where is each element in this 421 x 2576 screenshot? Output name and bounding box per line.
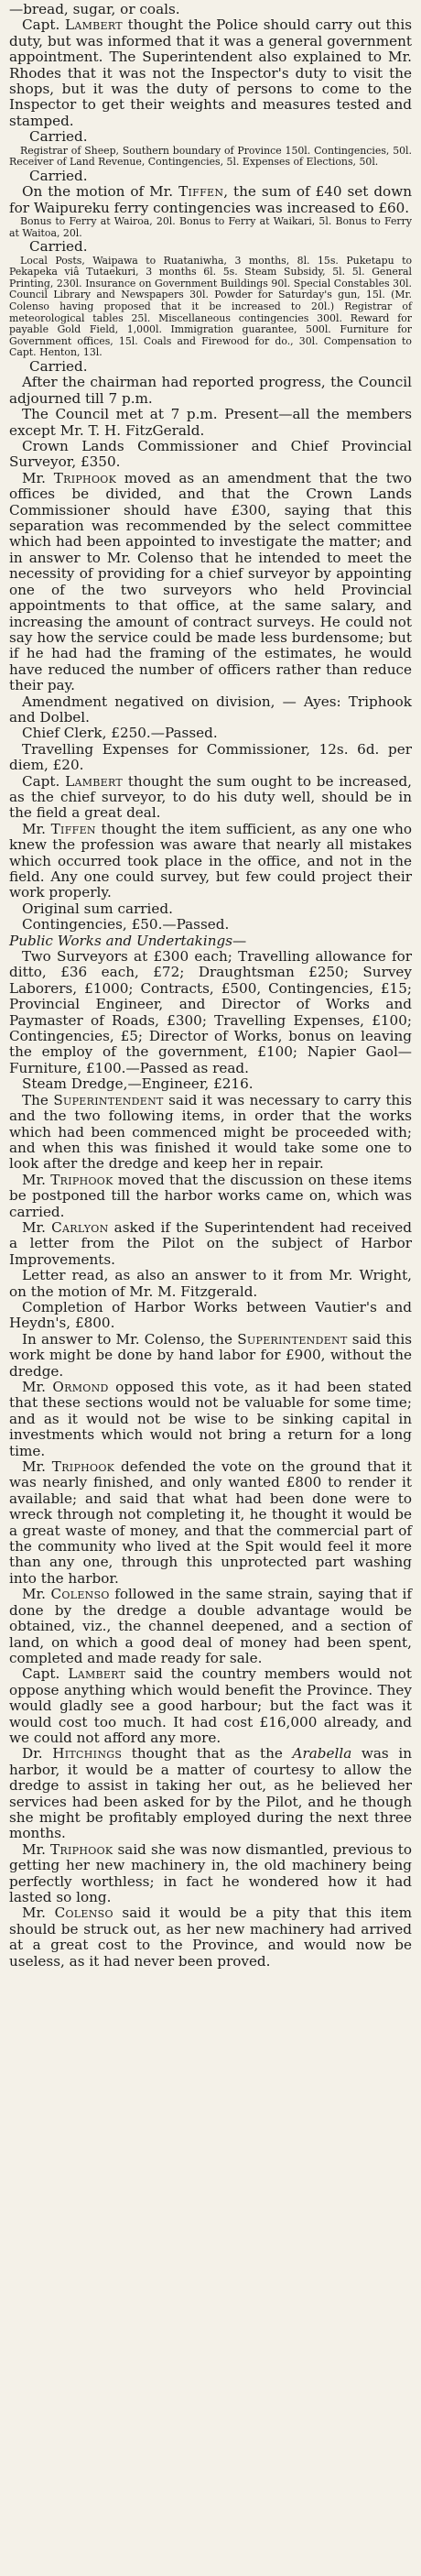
speaker-name: Triphook bbox=[50, 1171, 113, 1188]
text-run: Amendment negatived on division, — Ayes: Triphook and Dolbel. bbox=[9, 693, 412, 726]
paragraph bbox=[9, 1220, 412, 1268]
text-run: Capt. bbox=[22, 16, 65, 34]
paragraph bbox=[9, 1093, 412, 1173]
text-run: moved that the discussion on these items be postponed till the harbor works came on, which was carried. bbox=[9, 1171, 412, 1220]
text-run: Capt. bbox=[22, 1665, 69, 1683]
paragraph bbox=[9, 375, 412, 407]
text-run: thought the sum ought to be increased, as the chief surveyor, to do his duty well, should be in the field a great deal. bbox=[9, 772, 413, 822]
speaker-name: Hitchings bbox=[52, 1745, 123, 1763]
paragraph bbox=[9, 933, 412, 949]
text-run: defended the vote on the ground that it was nearly finished, and only wanted £800 to render it available; and said that what had been done were to wreck through not completing it, he thought it would be a great waste of money, and that the commercial part of the community who lived at the Spit would feel it more than any one, through this unprotected part washing into the harbor. bbox=[9, 1458, 413, 1587]
text-run: Local Posts, Waipawa to Ruataniwha, 3 months, 8l. 15s. Puketapu to Pekapeka viâ Tutaekuri, 3 months 6l. 5s. Steam Subsidy, 5l. 5l. General Printing, 230l. Insurance on Government Buildings 90l. Special Constables 30l. Council Library and Newspapers 30l. Powder for Saturday's gun, 15l. (Mr. Colenso having proposed that it be increased to 20l.) Registrar of meteorological tables 25l. Miscellaneous contingencies 300l. Reward for payable Gold Field, 1,000l. Immigration guarantee, 500l. Furniture for Government offices, 15l. Coals and Firewood for do., 30l. Compensation to Capt. Henton, 13l. bbox=[9, 254, 412, 359]
paragraph bbox=[9, 256, 412, 359]
text-run: The bbox=[22, 1091, 54, 1108]
paragraph bbox=[9, 1587, 412, 1666]
text-run: Carried. bbox=[29, 128, 88, 146]
speaker-name: Triphook bbox=[50, 1840, 113, 1858]
text-run: thought that as the bbox=[122, 1745, 293, 1763]
text-run: thought the item sufficient, as any one who knew the profession was aware that nearly all mistakes which occurred took place in the office, and not in the field. Any one could survey, but few could project their work properly. bbox=[9, 820, 413, 901]
text-run: Mr. bbox=[22, 820, 51, 837]
text-run: , the sum of £40 set down for Waipureku ferry contingencies was increased to £60. bbox=[9, 183, 412, 216]
text-run: said it would be a pity that this item should be struck out, as her new machinery had arrived at a great cost to the Province, and would now be useless, as it had never been proved. bbox=[9, 1905, 412, 1970]
paragraph bbox=[9, 439, 412, 471]
paragraph bbox=[9, 216, 412, 239]
paragraph bbox=[9, 1332, 412, 1380]
text-run: Contingencies, £50.—Passed. bbox=[22, 916, 230, 933]
speaker-name: Tiffen bbox=[178, 183, 224, 201]
paragraph bbox=[9, 822, 412, 901]
text-run: On the motion of Mr. bbox=[22, 183, 179, 201]
speaker-name: Lambert bbox=[64, 16, 123, 34]
speaker-name: Colenso bbox=[54, 1905, 113, 1922]
text-run: Bonus to Ferry at Wairoa, 20l. Bonus to Ferry at Waikari, 5l. Bonus to Ferry at Waitoa, 20l. bbox=[9, 215, 412, 239]
speaker-name: Superintendent bbox=[237, 1330, 348, 1348]
paragraph bbox=[9, 407, 412, 439]
text-run: Mr. bbox=[22, 1218, 52, 1236]
text-run: said it was necessary to carry this and the two following items, in order that the works which had been commenced might be proceeded with; and when this was finished it would take some one to look after the dredge and keep her in repair. bbox=[9, 1091, 412, 1173]
paragraph bbox=[9, 949, 412, 1076]
paragraph bbox=[9, 1380, 412, 1459]
text-run: followed in the same strain, saying that if done by the dredge a double advantage would be obtained, viz., the channel deepened, and a section of land, on which a good deal of money had been spent, completed and made ready for sale. bbox=[9, 1586, 412, 1666]
text-run: Original sum carried. bbox=[22, 900, 173, 917]
text-run: said she was now dismantled, previous to getting her new machinery in, the old machinery being perfectly worthless; in fact he wondered how it had lasted so long. bbox=[9, 1840, 412, 1905]
text-run: Mr. bbox=[22, 1840, 51, 1858]
paragraph bbox=[9, 146, 412, 169]
text-run: Travelling Expenses for Commissioner, 12s. 6d. per diem, £20. bbox=[9, 740, 412, 774]
text-run: was in harbor, it would be a matter of courtesy to allow the dredge to assist in taking her out, as he believed her services had been asked for by the Pilot, and he though she might be profitably employed during the next three months. bbox=[9, 1745, 412, 1842]
speaker-name: Lambert bbox=[65, 772, 124, 790]
speaker-name: Ormond bbox=[52, 1379, 109, 1395]
paragraph bbox=[9, 1746, 412, 1841]
text-run: thought the Police should carry out this duty, but was informed that it was a general government appointment. The Superintendent also explained to Mr. Rhodes that it was not the Inspector's duty to visit the shops, but it was the duty of persons to come to the Inspector to get their weights and measures tested and stamped. bbox=[9, 16, 413, 129]
text-run: Capt. bbox=[22, 772, 66, 790]
text-run: Steam Dredge,—Engineer, £216. bbox=[22, 1075, 254, 1093]
text-run: In answer to Mr. Colenso, the bbox=[22, 1330, 238, 1348]
text-run: asked if the Superintendent had received a letter from the Pilot on the subject of Harbor Improvements. bbox=[9, 1218, 412, 1268]
text-run: said this work might be done by hand labor for £900, without the dredge. bbox=[9, 1330, 412, 1380]
text-run: Mr. bbox=[22, 1905, 55, 1922]
text-run: Mr. bbox=[22, 469, 54, 486]
text-run: Letter read, as also an answer to it from Mr. Wright, on the motion of Mr. M. Fitzgerald. bbox=[9, 1267, 412, 1300]
text-run: said the country members would not oppose anything which would benefit the Province. They would gladly see a good harbour; but the fact was it would cost too much. It had cost £16,000 already, and we could not afford any more. bbox=[9, 1665, 412, 1746]
text-run: moved as an amendment that the two offices be divided, and that the Crown Lands Commissioner should have £300, saying that this separation was recommended by the select committee which had been appointed to investigate the matter; and in answer to Mr. Colenso that he intended to meet the necessity of providing for a chief surveyor by appointing one of the two surveyors who held Provincial appointments to that office, at the same salary, and increasing the amount of contract surveys. He could not say how the service could be made less burdensome; but if he had had the framing of the estimates, he would have reduced the number of officers rather than reduce their pay. bbox=[9, 469, 412, 694]
text-run: The Council met at 7 p.m. Present—all the members except Mr. T. H. FitzGerald. bbox=[9, 406, 412, 439]
italic-text: Arabella bbox=[292, 1745, 352, 1763]
paragraph bbox=[9, 184, 412, 216]
text-run: Crown Lands Commissioner and Chief Provincial Surveyor, £350. bbox=[9, 438, 412, 471]
text-run: Carried. bbox=[29, 167, 88, 184]
paragraph bbox=[9, 471, 412, 694]
speaker-name: Lambert bbox=[68, 1665, 126, 1683]
paragraph bbox=[9, 774, 412, 822]
paragraph bbox=[9, 1268, 412, 1300]
paragraph bbox=[9, 1173, 412, 1220]
paragraph bbox=[9, 359, 412, 375]
speaker-name: Triphook bbox=[51, 1458, 115, 1476]
text-run: Mr. bbox=[22, 1458, 52, 1476]
paragraph bbox=[9, 129, 412, 145]
paragraph bbox=[9, 1842, 412, 1906]
paragraph bbox=[9, 1666, 412, 1746]
paragraph bbox=[9, 917, 412, 933]
italic-text: Public Works and Undertakings bbox=[9, 932, 233, 949]
paragraph bbox=[9, 901, 412, 917]
text-run: Registrar of Sheep, Southern boundary of Province 150l. Contingencies, 50l. Receiver of Land Revenue, Contingencies, 5l. Expenses of Elections, 50l. bbox=[9, 144, 412, 169]
text-run: Chief Clerk, £250.—Passed. bbox=[22, 725, 218, 742]
paragraph bbox=[9, 169, 412, 184]
paragraph bbox=[9, 1905, 412, 1970]
paragraph bbox=[9, 726, 412, 741]
speaker-name: Superintendent bbox=[53, 1091, 164, 1108]
paragraph bbox=[9, 1459, 412, 1587]
text-run: —bread, sugar, or coals. bbox=[9, 1, 180, 17]
paragraph bbox=[9, 17, 412, 129]
paragraph bbox=[9, 742, 412, 774]
paragraph bbox=[9, 2, 412, 17]
speaker-name: Carlyon bbox=[51, 1218, 109, 1236]
text-run: Mr. bbox=[22, 1171, 51, 1188]
text-run: — bbox=[232, 932, 247, 949]
speaker-name: Colenso bbox=[50, 1586, 110, 1603]
text-run: Dr. bbox=[22, 1745, 53, 1763]
text-run: After the chairman had reported progress, the Council adjourned till 7 p.m. bbox=[9, 374, 412, 407]
paragraph bbox=[9, 1300, 412, 1332]
text-run: Completion of Harbor Works between Vautier's and Heydn's, £800. bbox=[9, 1298, 412, 1332]
paragraph bbox=[9, 694, 412, 726]
speaker-name: Triphook bbox=[53, 469, 117, 486]
text-run: Two Surveyors at £300 each; Travelling allowance for ditto, £36 each, £72; Draughtsman £250; Survey Laborers, £1000; Contracts, £500, Contingencies, £15; Provincial Engineer, and Director of Works and Paymaster of Roads, £300; Travelling Expenses, £100; Contingencies, £5; Director of Works, bonus on leaving the employ of the government, £100; Napier Gaol—Furniture, £100.—Passed as read. bbox=[9, 948, 412, 1076]
text-run: Carried. bbox=[29, 238, 88, 256]
text-run: Mr. bbox=[22, 1379, 53, 1395]
text-run: Mr. bbox=[22, 1586, 51, 1603]
paragraph bbox=[9, 239, 412, 255]
paragraph bbox=[9, 1076, 412, 1092]
newspaper-column bbox=[9, 0, 412, 1975]
text-run: opposed this vote, as it had been stated that these sections would not be valuable for some time; and as it would not be wise to be sinking capital in investments which would not bring a return for a long time. bbox=[9, 1379, 412, 1459]
speaker-name: Tiffen bbox=[50, 820, 96, 837]
text-run: Carried. bbox=[29, 358, 88, 375]
